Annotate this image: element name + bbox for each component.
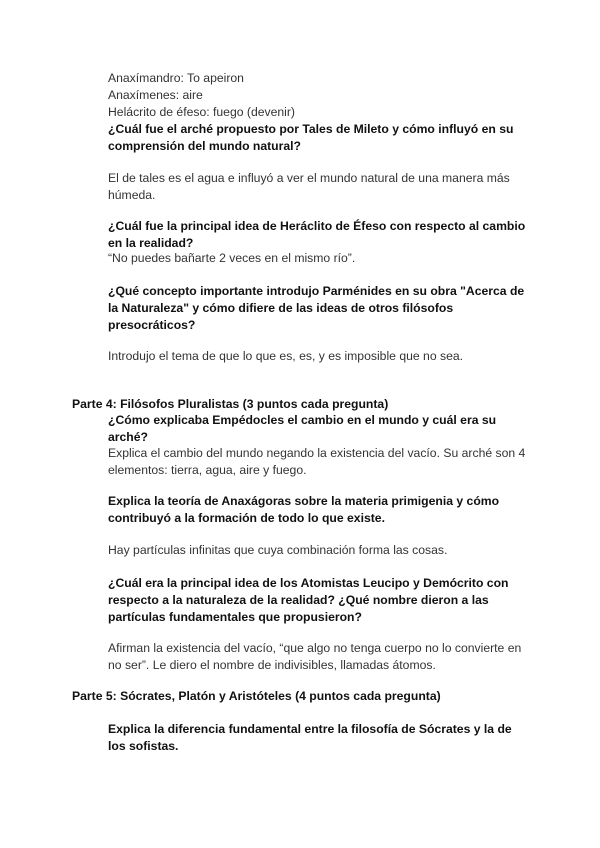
answer-parmenides [108,348,463,365]
section-heading-part5 [72,688,441,705]
question-line: en la realidad? [108,236,194,250]
question-line: ¿Cuál era la principal idea de los Atomistas Leucipo y Demócrito con [108,576,509,590]
answer-line: “No puedes bañarte 2 veces en el mismo río”. [108,251,356,265]
question-anaxagoras [108,493,499,527]
answer-line: Introdujo el tema de que lo que es, es, y es imposible que no sea. [108,349,464,363]
question-line: los sofistas. [108,739,179,753]
question-line: la Naturaleza" y cómo difiere de las ideas de otros filósofos [108,301,454,315]
question-line: Explica la teoría de Anaxágoras sobre la materia primigenia y cómo [108,494,500,508]
arche-list-item: Helácrito de éfeso: fuego (devenir) [108,105,295,119]
question-line: comprensión del mundo natural? [108,139,301,153]
section-heading: Parte 5: Sócrates, Platón y Aristóteles (4 puntos cada pregunta) [72,689,441,703]
answer-heraclito [108,250,355,267]
question-line: ¿Cuál fue la principal idea de Heráclito de Éfeso con respecto al cambio [108,219,526,233]
answer-empedocles [108,445,525,479]
answer-line: Hay partículas infinitas que cuya combinación forma las cosas. [108,543,448,557]
question-empedocles [108,412,496,446]
question-line: partículas fundamentales que propusieron? [108,610,362,624]
question-line: contribuyó a la formación de todo lo que existe. [108,511,385,525]
answer-line: El de tales es el agua e influyó a ver el mundo natural de una manera más [108,171,510,185]
answer-line: húmeda. [108,188,156,202]
section-heading-part4 [72,396,388,413]
question-heraclito [108,218,525,252]
question-parmenides [108,283,524,334]
answer-tales [108,170,510,204]
answer-line: no ser”. Le diero el nombre de indivisibles, llamadas átomos. [108,658,436,672]
answer-atomistas [108,640,521,674]
question-line: ¿Qué concepto importante introdujo Parménides en su obra "Acerca de [108,284,525,298]
answer-line: elementos: tierra, agua, aire y fuego. [108,463,307,477]
question-atomistas [108,575,508,626]
question-line: arché? [108,430,148,444]
question-line: ¿Cómo explicaba Empédocles el cambio en el mundo y cuál era su [108,413,497,427]
arche-list-item: Anaxímenes: aire [108,88,203,102]
question-socrates-sofistas [108,721,512,755]
question-line: Explica la diferencia fundamental entre la filosofía de Sócrates y la de [108,722,512,736]
question-line: ¿Cuál fue el arché propuesto por Tales de Mileto y cómo influyó en su [108,122,514,136]
question-line: presocráticos? [108,318,196,332]
answer-anaxagoras [108,542,447,559]
section-heading: Parte 4: Filósofos Pluralistas (3 puntos cada pregunta) [72,397,389,411]
arche-list [108,70,295,121]
answer-line: Afirman la existencia del vacío, “que algo no tenga cuerpo no lo convierte en [108,641,522,655]
answer-line: Explica el cambio del mundo negando la existencia del vacío. Su arché son 4 [108,446,526,460]
question-line: respecto a la naturaleza de la realidad? ¿Qué nombre dieron a las [108,593,489,607]
arche-list-item: Anaxímandro: To apeiron [108,71,244,85]
question-tales [108,121,513,155]
